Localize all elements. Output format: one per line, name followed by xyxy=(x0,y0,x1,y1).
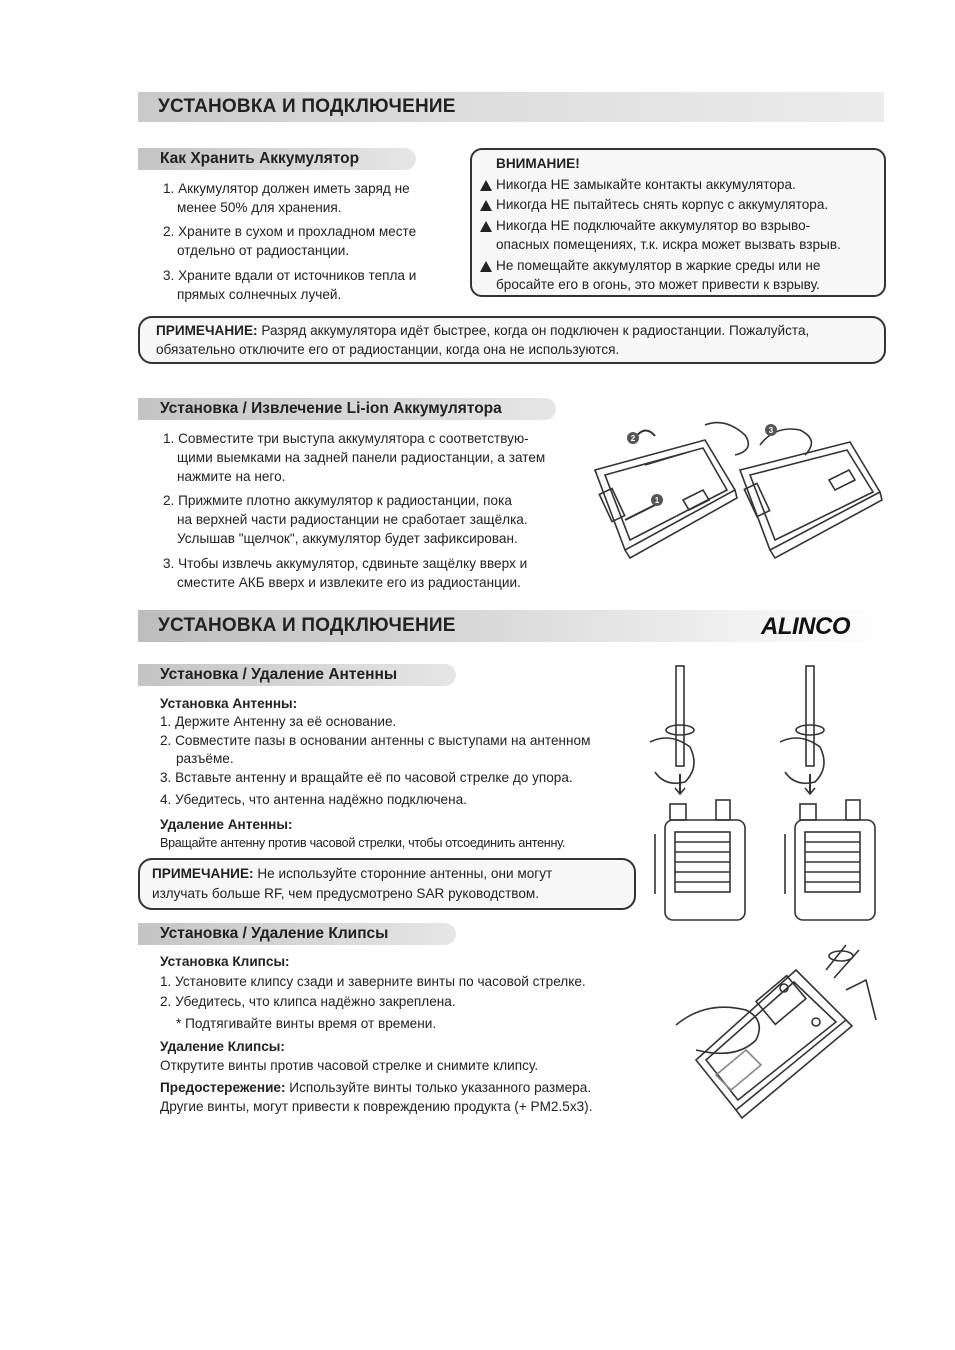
note-1-line-2: обязательно отключите его от радиостанции, когда она не используются. xyxy=(156,342,620,357)
battery-line-3: нажмите на него. xyxy=(177,469,286,484)
antenna-remove-text: Вращайте антенну против часовой стрелки, чтобы отсоединить антенну. xyxy=(160,836,566,850)
battery-line-6: Услышав "щелчок", аккумулятор будет зафиксирован. xyxy=(177,531,518,546)
battery-install-heading-text: Установка / Извлечение Li-ion Аккумулятора xyxy=(160,400,502,417)
warning-item-4-line-2: бросайте его в огонь, это может привести к взрыву. xyxy=(496,277,820,292)
callout-3: 3 xyxy=(768,426,774,435)
section-title: УСТАНОВКА И ПОДКЛЮЧЕНИЕ xyxy=(158,96,456,117)
antenna-heading-text: Установка / Удаление Антенны xyxy=(160,666,398,683)
storage-item-3-line-1: 3. Храните вдали от источников тепла и xyxy=(163,268,417,283)
antenna-line-3: разъёме. xyxy=(176,751,234,766)
note-1-text: Разряд аккумулятора идёт быстрее, когда он подключен к радиостанции. Пожалуйста, xyxy=(257,323,810,338)
antenna-line-4: 3. Вставьте антенну и вращайте её по часовой стрелке до упора. xyxy=(160,770,573,785)
note-2-label: ПРИМЕЧАНИЕ: xyxy=(152,866,254,881)
note-2-line-1 xyxy=(152,864,552,884)
clip-caution-text: Используйте винты только указанного размера. xyxy=(285,1080,592,1095)
clip-install-title: Установка Клипсы: xyxy=(160,954,290,969)
note-2-text: Не используйте сторонние антенны, они могут xyxy=(253,866,553,881)
clip-heading xyxy=(138,923,456,945)
antenna-heading xyxy=(138,664,456,686)
warning-item-3-line-2: опасных помещениях, т.к. искра может вызвать взрыв. xyxy=(496,237,841,252)
storage-heading xyxy=(138,148,416,170)
section-title: УСТАНОВКА И ПОДКЛЮЧЕНИЕ xyxy=(158,615,456,636)
antenna-line-1: 1. Держите Антенну за её основание. xyxy=(160,714,397,729)
section-header-1 xyxy=(138,92,884,122)
antenna-install-title: Установка Антенны: xyxy=(160,696,298,711)
warning-triangle-icon xyxy=(480,200,492,211)
clip-caution-line-2: Другие винты, могут привести к повреждению продукта (+ PM2.5x3). xyxy=(160,1099,593,1114)
alinco-logo: ALINCO xyxy=(761,613,850,640)
note-box-2 xyxy=(138,858,636,910)
section-header-2 xyxy=(138,610,884,642)
clip-remove-title: Удаление Клипсы: xyxy=(160,1039,285,1054)
antenna-illustration xyxy=(640,662,890,926)
battery-line-4: 2. Прижмите плотно аккумулятор к радиостанции, пока xyxy=(163,493,512,508)
battery-line-8: сместите АКБ вверх и извлеките его из радиостанции. xyxy=(177,575,521,590)
clip-caution-label: Предостережение: xyxy=(160,1080,286,1095)
battery-line-1: 1. Совместите три выступа аккумулятора с соответствую- xyxy=(163,431,529,446)
battery-line-5: на верхней части радиостанции не сработает защёлка. xyxy=(177,512,528,527)
warning-box xyxy=(470,148,886,297)
battery-install-heading xyxy=(138,398,556,420)
storage-heading-text: Как Хранить Аккумулятор xyxy=(160,150,360,167)
clip-illustration xyxy=(676,930,886,1120)
warning-triangle-icon xyxy=(480,221,492,232)
storage-item-2-line-2: отдельно от радиостанции. xyxy=(177,243,350,258)
note-1-line-1 xyxy=(156,321,809,341)
antenna-remove-title: Удаление Антенны: xyxy=(160,817,293,832)
antenna-line-5: 4. Убедитесь, что антенна надёжно подключена. xyxy=(160,792,467,807)
radio-illustration xyxy=(585,420,885,560)
note-1-label: ПРИМЕЧАНИЕ: xyxy=(156,323,258,338)
clip-line-3: * Подтягивайте винты время от времени. xyxy=(176,1016,437,1031)
warning-item-4-line-1: Не помещайте аккумулятор в жаркие среды или не xyxy=(496,258,821,273)
antenna-line-2: 2. Совместите пазы в основании антенны с выступами на антенном xyxy=(160,733,591,748)
battery-line-2: щими выемками на задней панели радиостанции, а затем xyxy=(177,450,546,465)
warning-item-2: Никогда НЕ пытайтесь снять корпус с аккумулятора. xyxy=(496,197,829,212)
callout-2: 2 xyxy=(630,434,636,443)
clip-line-2: 2. Убедитесь, что клипса надёжно закреплена. xyxy=(160,994,456,1009)
storage-item-1-line-2: менее 50% для хранения. xyxy=(177,200,342,215)
clip-caution-line-1 xyxy=(160,1078,591,1098)
warning-triangle-icon xyxy=(480,261,492,272)
clip-line-1: 1. Установите клипсу сзади и заверните винты по часовой стрелке. xyxy=(160,974,586,989)
note-box-1 xyxy=(138,316,886,364)
warning-title: ВНИМАНИЕ! xyxy=(496,156,580,171)
clip-remove-text: Открутите винты против часовой стрелке и снимите клипсу. xyxy=(160,1058,539,1073)
clip-heading-text: Установка / Удаление Клипсы xyxy=(160,925,389,942)
storage-item-1-line-1: 1. Аккумулятор должен иметь заряд не xyxy=(163,181,410,196)
warning-triangle-icon xyxy=(480,180,492,191)
callout-1: 1 xyxy=(654,496,660,505)
warning-item-1: Никогда НЕ замыкайте контакты аккумулятора. xyxy=(496,177,796,192)
warning-item-3-line-1: Никогда НЕ подключайте аккумулятор во взрыво- xyxy=(496,218,811,233)
battery-line-7: 3. Чтобы извлечь аккумулятор, сдвиньте защёлку вверх и xyxy=(163,556,528,571)
storage-item-3-line-2: прямых солнечных лучей. xyxy=(177,287,342,302)
note-2-line-2: излучать больше RF, чем предусмотрено SAR руководством. xyxy=(152,886,540,901)
storage-item-2-line-1: 2. Храните в сухом и прохладном месте xyxy=(163,224,417,239)
